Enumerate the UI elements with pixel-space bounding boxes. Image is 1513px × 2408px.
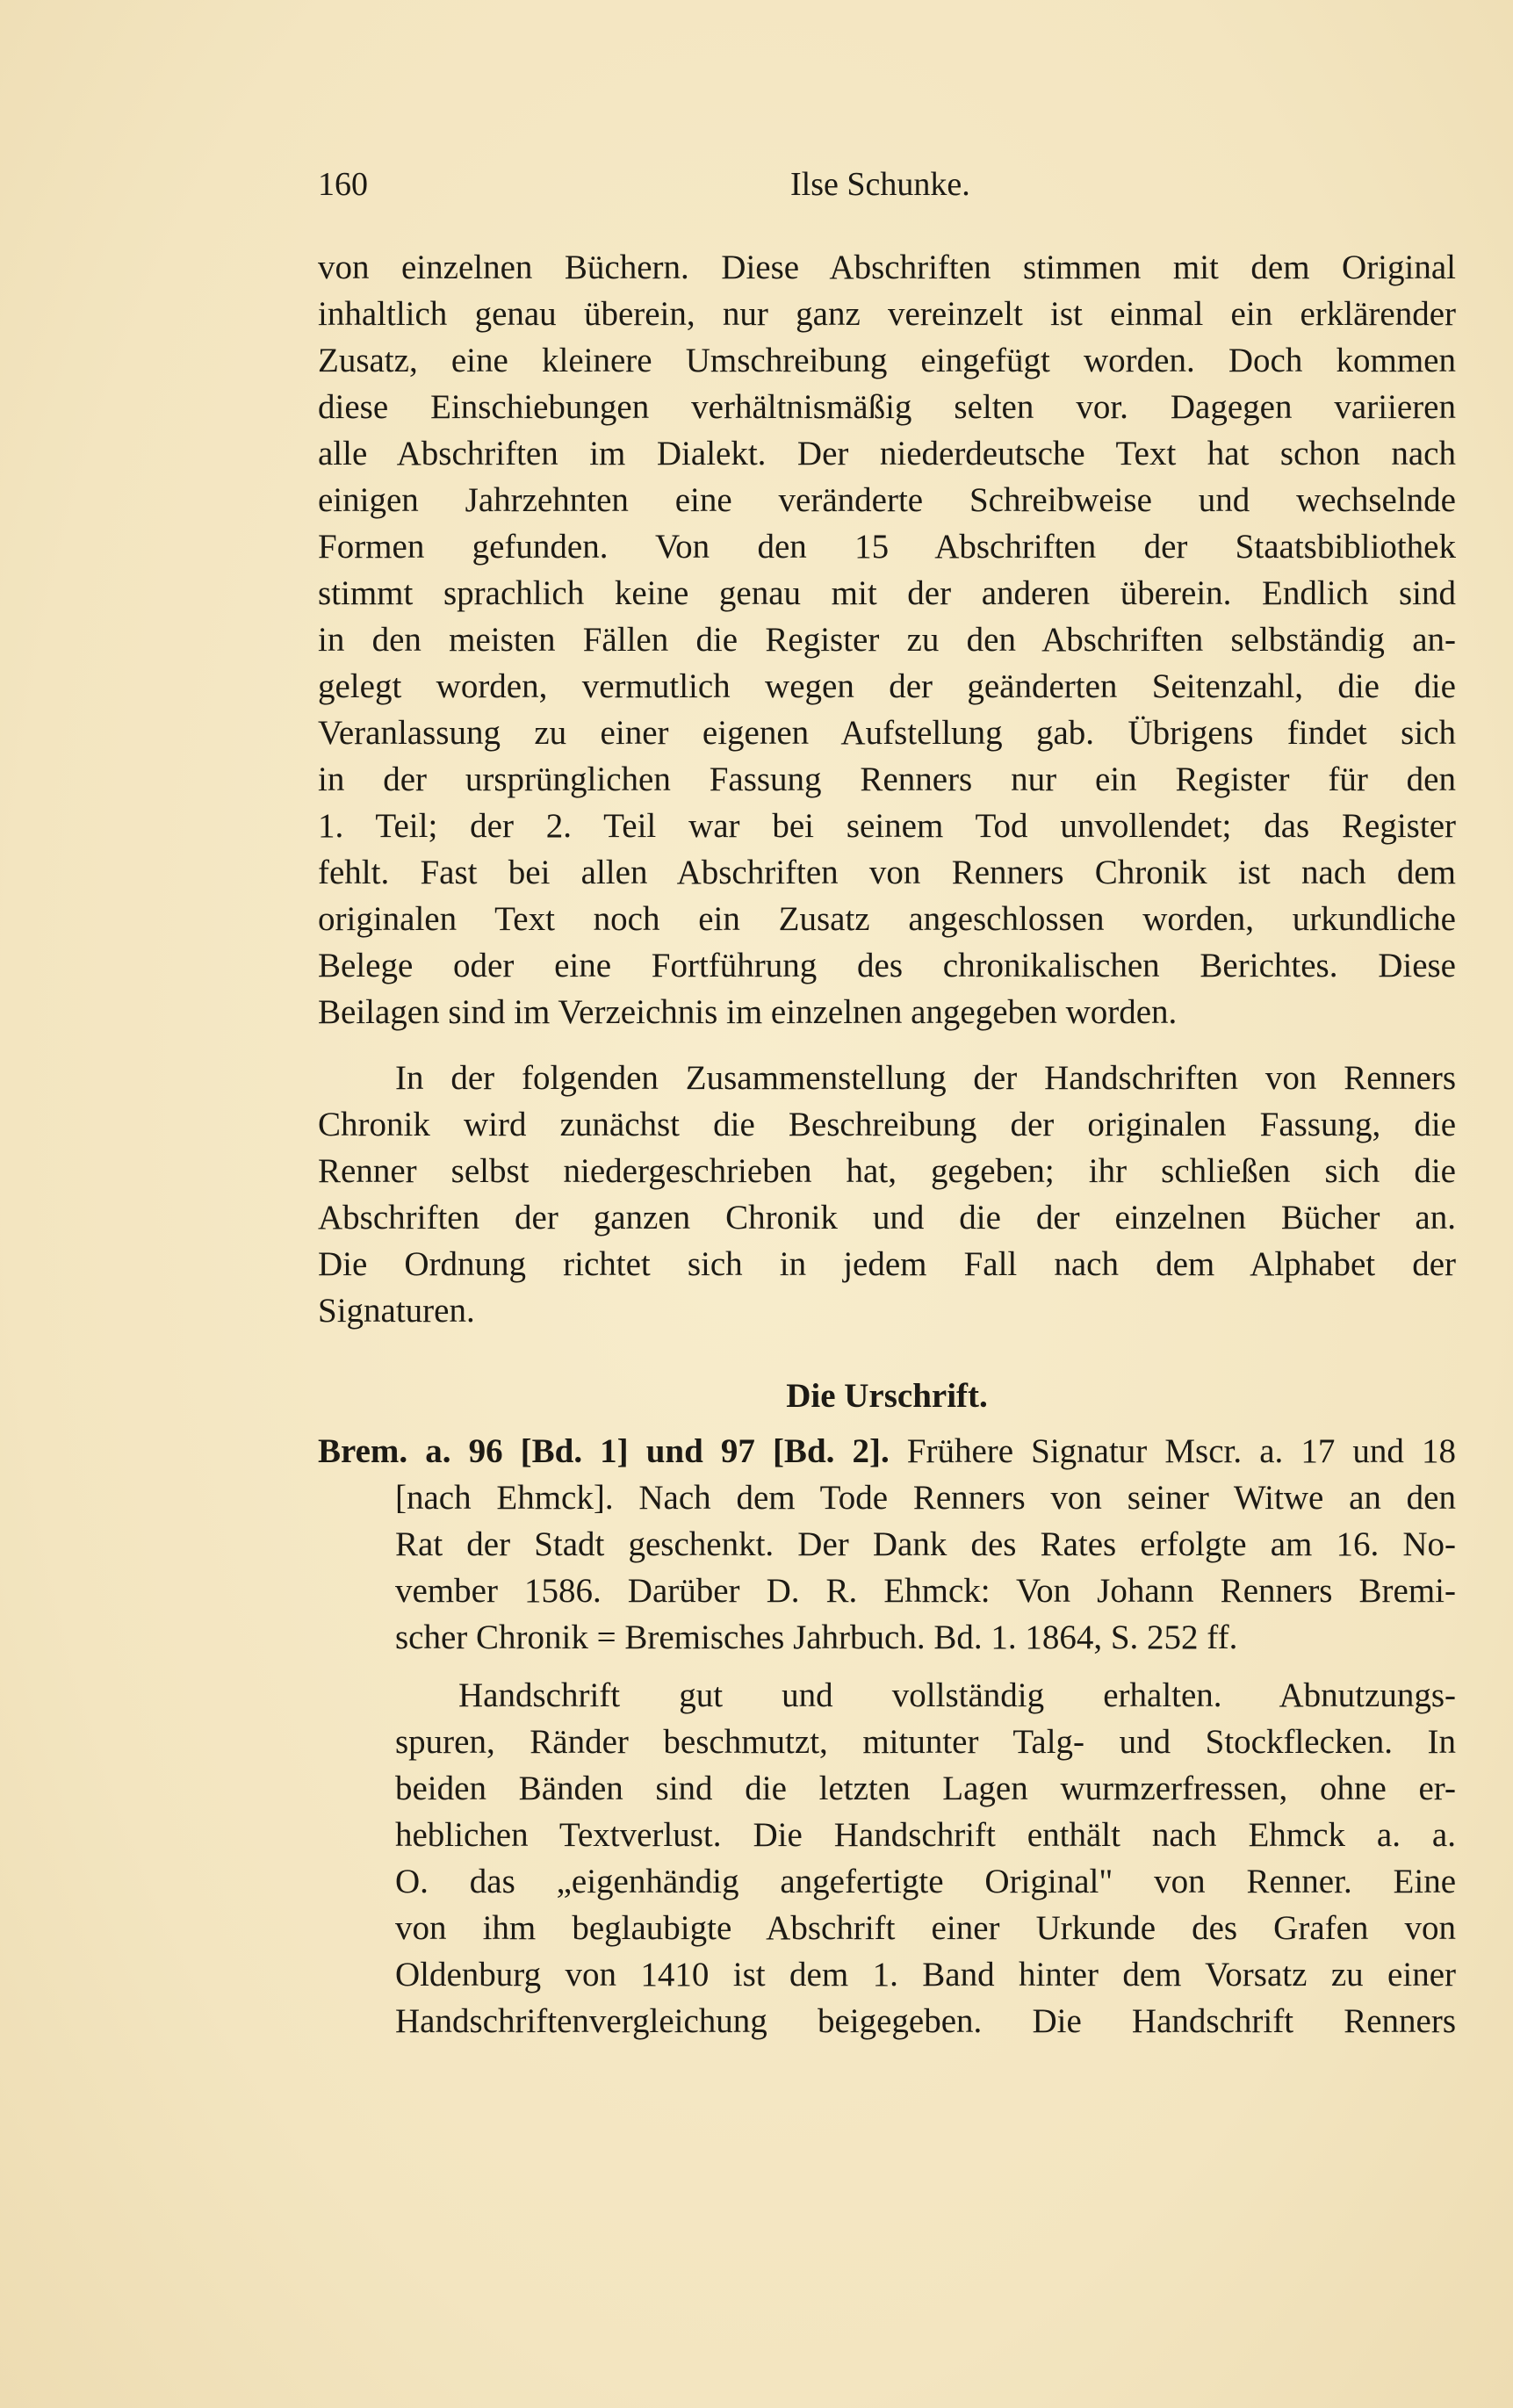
text-line: heblichen Textverlust. Die Handschrift enthält nach Ehmck a. a. — [395, 1816, 1456, 1854]
text-line: [nach Ehmck]. Nach dem Tode Renners von seiner Witwe an den — [395, 1479, 1456, 1517]
text-line: In der folgenden Zusammenstellung der Handschriften von Renners — [395, 1059, 1456, 1097]
text-line: gelegt worden, vermutlich wegen der geänderten Seitenzahl, die die — [318, 667, 1456, 705]
entry-signature: Brem. a. 96 [Bd. 1] und 97 [Bd. 2]. — [318, 1432, 890, 1470]
section-heading: Die Urschrift. — [786, 1377, 988, 1415]
text-line: Handschriftenvergleichung beigegeben. Die Handschrift Renners — [395, 2002, 1456, 2040]
text-line: von einzelnen Büchern. Diese Abschriften stimmen mit dem Original — [318, 249, 1456, 286]
text-line: vember 1586. Darüber D. R. Ehmck: Von Johann Renners Bremi- — [395, 1572, 1456, 1610]
text-line: fehlt. Fast bei allen Abschriften von Renners Chronik ist nach dem — [318, 854, 1456, 891]
page-header — [318, 165, 1459, 209]
text-line: Belege oder eine Fortführung des chronikalischen Berichtes. Diese — [318, 947, 1456, 984]
text-line: scher Chronik = Bremisches Jahrbuch. Bd. 1. 1864, S. 252 ff. — [395, 1619, 1238, 1656]
text-line: spuren, Ränder beschmutzt, mitunter Talg- und Stockflecken. In — [395, 1723, 1456, 1761]
text-line: Handschrift gut und vollständig erhalten. Abnutzungs- — [458, 1676, 1456, 1714]
text-line: Rat der Stadt geschenkt. Der Dank des Rates erfolgte am 16. No- — [395, 1525, 1456, 1563]
text-line: in den meisten Fällen die Register zu den Abschriften selbständig an- — [318, 621, 1456, 659]
text-line: stimmt sprachlich keine genau mit der anderen überein. Endlich sind — [318, 574, 1456, 612]
text-line: inhaltlich genau überein, nur ganz vereinzelt ist einmal ein erklärender — [318, 295, 1456, 333]
text-line: O. das „eigenhändig angefertigte Original" von Renner. Eine — [395, 1863, 1456, 1900]
text-line: Oldenburg von 1410 ist dem 1. Band hinter dem Vorsatz zu einer — [395, 1956, 1456, 1993]
text-line: von ihm beglaubigte Abschrift einer Urkunde des Grafen von — [395, 1909, 1456, 1947]
entry-first-line-text: Frühere Signatur Mscr. a. 17 und 18 — [889, 1432, 1456, 1470]
page-number: 160 — [318, 166, 368, 203]
text-line: einigen Jahrzehnten eine veränderte Schreibweise und wechselnde — [318, 481, 1456, 519]
text-line: Formen gefunden. Von den 15 Abschriften der Staatsbibliothek — [318, 528, 1456, 566]
text-line: Abschriften der ganzen Chronik und die der einzelnen Bücher an. — [318, 1199, 1456, 1236]
text-line: originalen Text noch ein Zusatz angeschlossen worden, urkundliche — [318, 900, 1456, 938]
text-line: Die Ordnung richtet sich in jedem Fall nach dem Alphabet der — [318, 1245, 1456, 1283]
text-line: 1. Teil; der 2. Teil war bei seinem Tod unvollendet; das Register — [318, 807, 1456, 845]
text-line: Renner selbst niedergeschrieben hat, gegeben; ihr schließen sich die — [318, 1152, 1456, 1190]
text-line: alle Abschriften im Dialekt. Der niederdeutsche Text hat schon nach — [318, 435, 1456, 472]
text-line: Veranlassung zu einer eigenen Aufstellung gab. Übrigens findet sich — [318, 714, 1456, 752]
text-line: beiden Bänden sind die letzten Lagen wurmzerfressen, ohne er- — [395, 1770, 1456, 1807]
text-line: Zusatz, eine kleinere Umschreibung eingefügt worden. Doch kommen — [318, 342, 1456, 379]
text-line: Chronik wird zunächst die Beschreibung der originalen Fassung, die — [318, 1106, 1456, 1143]
text-line: Signaturen. — [318, 1292, 475, 1330]
text-line: Beilagen sind im Verzeichnis im einzelnen angegeben worden. — [318, 993, 1178, 1031]
text-line: in der ursprünglichen Fassung Renners nur ein Register für den — [318, 761, 1456, 798]
running-head: Ilse Schunke. — [790, 166, 970, 203]
entry-first-line — [318, 1430, 1456, 1474]
text-line: diese Einschiebungen verhältnismäßig selten vor. Dagegen variieren — [318, 388, 1456, 426]
